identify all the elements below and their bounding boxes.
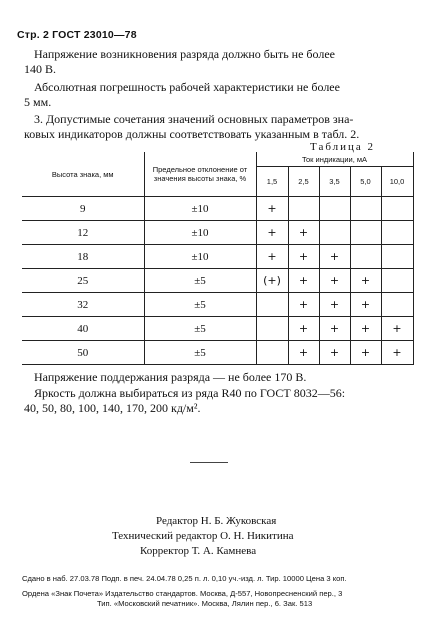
cell-deviation: ±10 [144, 197, 256, 221]
cell-mark: + [288, 293, 319, 317]
cell-mark [350, 245, 381, 269]
header-current-value: 2,5 [288, 167, 319, 197]
paragraph-discharge-voltage [24, 47, 410, 77]
paragraph-sustaining-voltage [24, 370, 410, 385]
text-line: Напряжение поддержания разряда — не более 170 В. [34, 370, 307, 384]
paragraph-brightness [24, 386, 410, 416]
cell-deviation: ±10 [144, 245, 256, 269]
cell-mark: + [381, 341, 413, 365]
header-height: Высота знака, мм [22, 152, 144, 197]
header-current-value: 5,0 [350, 167, 381, 197]
header-current-value: 3,5 [319, 167, 350, 197]
parameters-table [22, 152, 414, 365]
cell-height: 9 [22, 197, 144, 221]
text-line: 40, 50, 80, 100, 140, 170, 200 кд/м². [24, 401, 201, 416]
cell-mark: + [288, 269, 319, 293]
table-row [22, 269, 413, 293]
cell-mark: + [319, 269, 350, 293]
cell-mark: + [288, 221, 319, 245]
text-line: Яркость должна выбираться из ряда R40 по ГОСТ 8032—56: [34, 386, 346, 400]
cell-mark: + [288, 245, 319, 269]
text-line: 140 В. [24, 62, 57, 77]
header-current-value: 10,0 [381, 167, 413, 197]
cell-mark [381, 197, 413, 221]
cell-mark [256, 317, 288, 341]
text-line: Напряжение возникновения разряда должно быть не более [34, 47, 335, 61]
cell-height: 50 [22, 341, 144, 365]
imprint-line: Тип. «Московский печатник». Москва, Лялин пер., 6. Зак. 513 [97, 599, 313, 608]
cell-mark: + [350, 341, 381, 365]
cell-mark [381, 269, 413, 293]
cell-mark: (+) [256, 269, 288, 293]
table-row [22, 245, 413, 269]
header-deviation: Предельное отклонение от значения высоты знака, % [144, 152, 256, 197]
cell-mark [288, 197, 319, 221]
table-row [22, 197, 413, 221]
cell-mark: + [256, 245, 288, 269]
cell-mark [256, 293, 288, 317]
cell-height: 40 [22, 317, 144, 341]
header-current-value: 1,5 [256, 167, 288, 197]
cell-mark: + [256, 221, 288, 245]
separator-line [190, 462, 228, 463]
cell-mark [381, 221, 413, 245]
cell-mark: + [350, 269, 381, 293]
cell-mark [350, 197, 381, 221]
text-line: ковых индикаторов должны соответствовать указанным в табл. 2. [24, 127, 360, 142]
imprint-line: Сдано в наб. 27.03.78 Подп. в печ. 24.04.78 0,25 п. л. 0,10 уч.-изд. л. Тир. 10000 Цена 3 коп. [22, 574, 347, 583]
cell-mark: + [319, 293, 350, 317]
cell-mark: + [381, 317, 413, 341]
credit-editor: Редактор Н. Б. Жуковская [156, 515, 277, 527]
cell-mark [256, 341, 288, 365]
cell-mark: + [319, 245, 350, 269]
cell-deviation: ±5 [144, 341, 256, 365]
cell-height: 12 [22, 221, 144, 245]
credit-corrector: Корректор Т. А. Камнева [140, 545, 257, 557]
cell-mark: + [288, 317, 319, 341]
table-caption: Таблица 2 [310, 141, 376, 153]
text-line: 3. Допустимые сочетания значений основных параметров зна- [34, 112, 354, 126]
credit-tech-editor: Технический редактор О. Н. Никитина [112, 530, 294, 542]
imprint-line: Ордена «Знак Почета» Издательство стандартов. Москва, Д-557, Новопресненский пер., 3 [22, 589, 343, 598]
cell-deviation: ±10 [144, 221, 256, 245]
table-row [22, 293, 413, 317]
cell-mark: + [319, 341, 350, 365]
cell-mark [350, 221, 381, 245]
cell-mark [381, 293, 413, 317]
cell-mark [319, 221, 350, 245]
cell-height: 25 [22, 269, 144, 293]
page-header: Стр. 2 ГОСТ 23010—78 [17, 29, 137, 41]
cell-mark: + [319, 317, 350, 341]
cell-deviation: ±5 [144, 317, 256, 341]
cell-mark: + [256, 197, 288, 221]
paragraph-absolute-error [24, 80, 410, 110]
cell-height: 32 [22, 293, 144, 317]
cell-mark: + [350, 293, 381, 317]
table-row [22, 221, 413, 245]
cell-mark: + [288, 341, 319, 365]
table-row [22, 341, 413, 365]
cell-mark [319, 197, 350, 221]
header-current: Ток индикации, мА [256, 152, 413, 167]
cell-deviation: ±5 [144, 293, 256, 317]
text-line: 5 мм. [24, 95, 52, 110]
cell-mark [381, 245, 413, 269]
paragraph-allowed-combinations [24, 112, 410, 142]
cell-deviation: ±5 [144, 269, 256, 293]
cell-height: 18 [22, 245, 144, 269]
text-line: Абсолютная погрешность рабочей характеристики не более [34, 80, 340, 94]
table-row [22, 317, 413, 341]
cell-mark: + [350, 317, 381, 341]
